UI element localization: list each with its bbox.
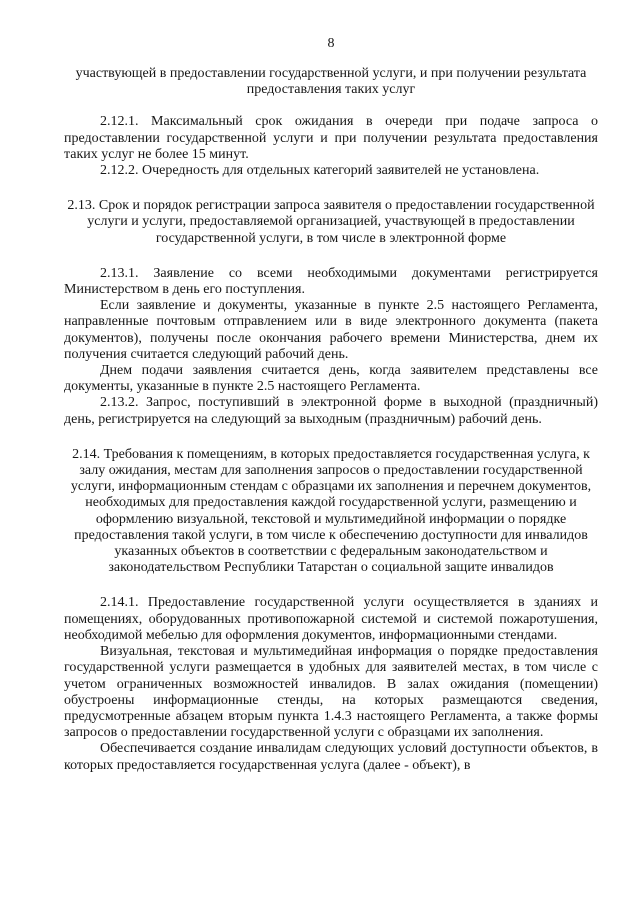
paragraph-2-13-1: 2.13.1. Заявление со всеми необходимыми документами регистрируется Министерством в день его поступления. — [64, 265, 598, 298]
section-heading-2-14: 2.14. Требования к помещениям, в которых предоставляется государственная услуга, к залу ожидания, местам для заполнения запросов о предоставлении государственной услуги, информационным стендам с образцами их заполнения и перечнем документов, необходимых для предоставления каждой государственной услуги, размещению и оформлению визуальной, текстовой и мультимедийной информации о порядке предоставления такой услуги, в том числе к обеспечению доступности для инвалидов указанных объектов в соответствии с федеральным законодательством и законодательством Республики Татарстан о социальной защите инвалидов — [70, 446, 592, 576]
spacer — [64, 179, 598, 198]
paragraph-2-13-1-filing-day: Днем подачи заявления считается день, когда заявителем представлены все документы, указанные в пункте 2.5 настоящего Регламента. — [64, 363, 598, 395]
paragraph-2-13-2: 2.13.2. Запрос, поступивший в электронной форме в выходной (праздничный) день, регистрируется на следующий за выходным (праздничным) рабочий день. — [64, 395, 598, 427]
section-heading-2-13: 2.13. Срок и порядок регистрации запроса заявителя о предоставлении государственной услуги и услуги, предоставляемой организацией, участвующей в предоставлении государственной услуги, в том числе в электронной форме — [67, 198, 595, 246]
document-body — [64, 66, 598, 774]
spacer — [64, 428, 598, 447]
section-heading-2-12-continued: участвующей в предоставлении государственной услуги, и при получении результата предоставления таких услуг — [75, 66, 587, 98]
paragraph-2-14-1-information: Визуальная, текстовая и мультимедийная информация о порядке предоставления государственной услуги размещается в удобных для заявителей местах, в том числе с учетом ограниченных возможностей инвалидов. В залах ожидания (помещении) обустроены информационные стенды, на которых размещаются сведения, предусмотренные абзацем вторым пункта 1.4.3 настоящего Регламента, а также формы запросов о предоставлении государственной услуги с образцами их заполнения. — [64, 644, 598, 741]
paragraph-2-14-1: 2.14.1. Предоставление государственной услуги осуществляется в зданиях и помещениях, оборудованных противопожарной системой и системой пожаротушения, необходимой мебелью для оформления документов, информационными стендами. — [64, 595, 598, 643]
document-page — [64, 0, 598, 905]
spacer — [64, 247, 598, 266]
spacer — [64, 576, 598, 595]
page-number: 8 — [327, 36, 335, 51]
paragraph-2-12-1: 2.12.1. Максимальный срок ожидания в очереди при подаче запроса о предоставлении государственной услуги и при получении результата предоставления таких услуг не более 15 минут. — [64, 114, 598, 162]
paragraph-2-12-2: 2.12.2. Очередность для отдельных категорий заявителей не установлена. — [100, 163, 540, 179]
spacer — [64, 98, 598, 114]
paragraph-2-13-1-documents: Если заявление и документы, указанные в пункте 2.5 настоящего Регламента, направленные почтовым отправлением или в виде электронного документа (пакета документов), получены после окончания рабочего времени Министерства, днем их получения считается следующий рабочий день. — [64, 298, 598, 362]
paragraph-2-14-1-accessibility: Обеспечивается создание инвалидам следующих условий доступности объектов, в которых предоставляется государственная услуга (далее - объект), в — [64, 741, 598, 773]
